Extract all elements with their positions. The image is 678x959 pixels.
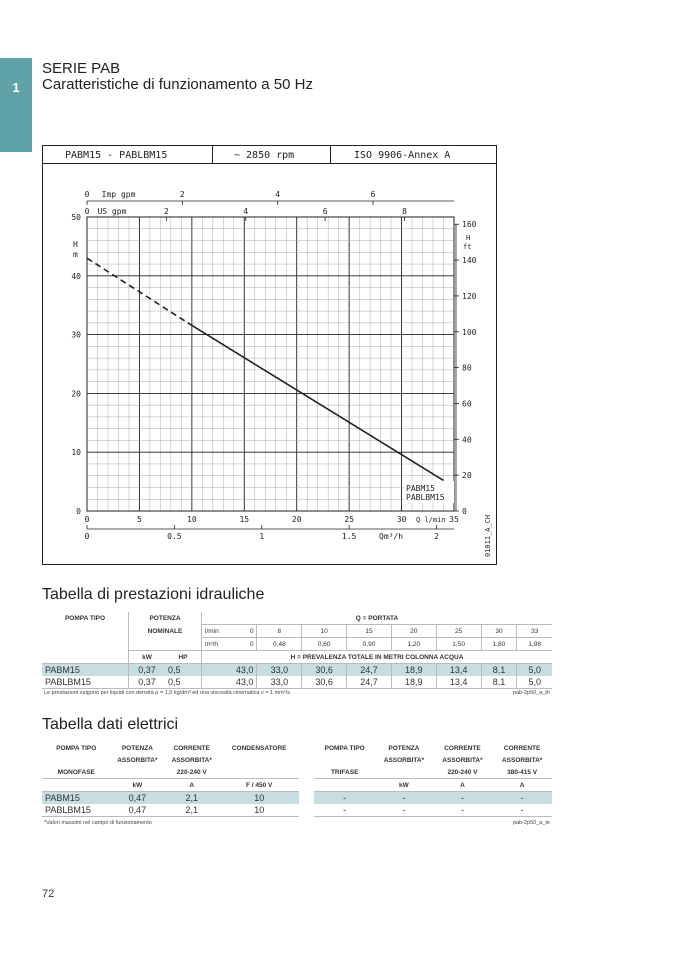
h-corrente-tri-2: CORRENTE	[503, 744, 541, 752]
lmin-value: 33	[517, 625, 552, 638]
m3h-value: 0,60	[302, 638, 347, 651]
m3h-value: 0,48	[257, 638, 302, 651]
h-monofase: MONOFASE	[57, 768, 95, 776]
m3h-value: 1,20	[391, 638, 436, 651]
row-capacitor: 10	[219, 804, 299, 817]
h-nominale: NOMINALE	[129, 625, 202, 638]
imp-tick-label: 4	[275, 190, 281, 199]
electrical-note: *Valori massimi nel campo di funzionamento	[44, 820, 152, 826]
right-tick-label: 20	[462, 471, 472, 481]
left-tick-label: 30	[71, 330, 81, 340]
row-head-value: 18,9	[391, 664, 436, 677]
row-head-value: 33,0	[257, 664, 302, 677]
right-tick-label: 0	[462, 507, 467, 516]
imp-tick-label: 2	[179, 190, 185, 199]
electrical-table-title: Tabella dati elettrici	[42, 716, 179, 733]
performance-chart	[42, 145, 497, 565]
page-number: 72	[42, 888, 55, 900]
right-axis-label-h: H	[466, 234, 471, 242]
unit-f: F / 450 V	[219, 779, 299, 792]
row-head-value: 8,1	[481, 664, 517, 677]
left-tick-label: 0	[76, 507, 81, 516]
chart-header-standard: ISO 9906-Annex A	[354, 150, 451, 161]
m3h-value: 0	[238, 638, 256, 651]
h-portata: Q = PORTATA	[355, 614, 399, 622]
right-tick-label: 80	[462, 363, 472, 373]
curve-label-pabm15: PABM15	[406, 484, 435, 493]
row-tri-value: -	[375, 792, 432, 805]
unit-kw: kW	[111, 779, 165, 792]
bottom-tick-label: 20	[291, 515, 302, 524]
left-tick-label: 10	[71, 448, 81, 458]
row-tri-value: -	[433, 792, 493, 805]
h-voltage-220: 220-240 V	[447, 768, 478, 776]
row-hp: 0,5	[165, 676, 202, 689]
h-corrente-tri-1: CORRENTE	[444, 744, 481, 752]
bottom-tick-label: 10	[187, 515, 197, 524]
right-axis-label-ft: ft	[463, 243, 472, 251]
h-assorbita: ASSORBITA*	[117, 756, 158, 764]
h-potenza-mono: POTENZA	[121, 744, 153, 752]
unit-a: A	[164, 779, 219, 792]
h-prevalenza: H = PREVALENZA TOTALE IN METRI COLONNA ACQUA	[202, 651, 553, 664]
row-tri-value: -	[492, 792, 552, 805]
bottom-tick-label: 35	[449, 515, 459, 524]
unit-kw: kW	[129, 651, 166, 664]
row-tri-value: -	[433, 804, 493, 817]
us-tick-label: 0	[84, 207, 90, 216]
electrical-code: pab-2p50_a_te	[512, 820, 550, 826]
lmin-value: 20	[391, 625, 436, 638]
lmin-value: 10	[302, 625, 347, 638]
m3h-value: 1,98	[517, 638, 552, 651]
row-head-value: 18,9	[391, 676, 436, 689]
h-assorbita: ASSORBITA*	[171, 756, 212, 764]
table-row	[42, 804, 552, 817]
bottom-tick-label: 5	[137, 515, 142, 524]
row-kw: 0,37	[129, 676, 166, 689]
section-tab	[0, 58, 32, 152]
page-subtitle: Caratteristiche di funzionamento a 50 Hz	[42, 76, 313, 93]
us-tick-label: 4	[243, 207, 249, 216]
bottom-tick-label: 15	[239, 515, 250, 524]
left-axis-label-m: m	[73, 250, 78, 259]
row-pump-name: PABM15	[42, 664, 129, 677]
row-tri-value: -	[492, 804, 552, 817]
row-kw: 0,37	[129, 664, 166, 677]
table-row	[42, 676, 552, 689]
m3h-tick-label: 2	[434, 532, 439, 541]
m3h-value: 0,90	[347, 638, 392, 651]
row-head-value: 43,0	[202, 664, 257, 677]
right-tick-label: 100	[462, 327, 477, 337]
lmin-value: 15	[347, 625, 392, 638]
row-current: 2,1	[164, 792, 219, 805]
m3h-value: 1,50	[436, 638, 481, 651]
left-axis-label-h: H	[73, 240, 78, 249]
row-head-value: 43,0	[202, 676, 257, 689]
row-kw: 0,47	[111, 792, 165, 805]
row-head-value: 24,7	[347, 676, 392, 689]
hydraulic-table	[42, 612, 552, 689]
row-hp: 0,5	[165, 664, 202, 677]
row-pump-name: PABM15	[42, 792, 111, 805]
unit-kw: kW	[375, 779, 432, 792]
left-tick-label: 20	[71, 389, 81, 399]
table-row	[42, 792, 552, 805]
row-head-value: 30,6	[302, 664, 347, 677]
row-head-value: 5,0	[517, 676, 552, 689]
chart-header-speed: ~ 2850 rpm	[234, 150, 295, 161]
unit-a: A	[433, 779, 493, 792]
h-condensatore: CONDENSATORE	[231, 744, 287, 752]
imp-tick-label: 6	[370, 190, 376, 199]
row-head-value: 5,0	[517, 664, 552, 677]
row-tri-value: -	[314, 792, 375, 805]
bottom-tick-label: 25	[344, 515, 354, 524]
m3h-axis-unit: Qm³/h	[379, 532, 404, 541]
right-tick-label: 160	[462, 220, 477, 230]
hydraulic-code: pab-2p50_a_th	[512, 690, 550, 696]
bottom-tick-label: 30	[396, 515, 407, 524]
m3h-tick-label: 1	[259, 532, 265, 541]
chart-code: 01011_A_CH	[484, 514, 492, 557]
h-pompa-tipo: POMPA TIPO	[42, 612, 129, 625]
unit-hp: HP	[165, 651, 202, 664]
row-head-value: 8,1	[481, 676, 517, 689]
h-corrente-mono: CORRENTE	[173, 744, 210, 752]
h-pompa-tipo-tri: POMPA TIPO	[324, 744, 365, 752]
table-row	[42, 664, 552, 677]
curve-label-pablbm15: PABLBM15	[406, 493, 445, 502]
chart-header-model: PABM15 - PABLBM15	[65, 150, 168, 161]
row-current: 2,1	[164, 804, 219, 817]
h-assorbita: ASSORBITA*	[383, 756, 425, 764]
lmin-value: 0	[238, 625, 256, 638]
m3h-tick-label: 1.5	[341, 532, 357, 541]
us-tick-label: 2	[163, 207, 169, 216]
h-assorbita: ASSORBITA*	[501, 756, 543, 764]
imp-gpm-label: Imp gpm	[101, 190, 136, 199]
row-pump-name: PABLBM15	[42, 676, 129, 689]
row-head-value: 24,7	[347, 664, 392, 677]
section-number: 1	[12, 80, 20, 95]
us-gpm-label: US gpm	[97, 207, 127, 216]
right-tick-label: 40	[462, 435, 472, 445]
hydraulic-note: Le prestazioni valgono per liquidi con densità ρ = 1,0 kg/dm³ ed una viscosità cinematica ν = 1 mm²/s.	[44, 690, 292, 696]
h-pompa-tipo-mono: POMPA TIPO	[56, 744, 97, 752]
series-title: SERIE PAB	[42, 60, 121, 77]
m3h-value: 1,80	[481, 638, 517, 651]
right-tick-label: 140	[462, 256, 477, 266]
h-voltage-380: 380-415 V	[507, 768, 538, 776]
right-tick-label: 60	[462, 399, 472, 409]
bottom-axis-unit: Q l/min	[416, 516, 446, 524]
unit-lmin: l/min	[202, 625, 239, 638]
row-head-value: 13,4	[436, 664, 481, 677]
h-trifase: TRIFASE	[330, 768, 359, 776]
unit-m3h: m³/h	[202, 638, 239, 651]
imp-tick-label: 0	[84, 190, 90, 199]
row-head-value: 13,4	[436, 676, 481, 689]
row-kw: 0,47	[111, 804, 165, 817]
right-tick-label: 120	[462, 291, 477, 301]
row-capacitor: 10	[219, 792, 299, 805]
h-voltage-220: 220-240 V	[176, 768, 207, 776]
us-tick-label: 6	[322, 207, 328, 216]
row-head-value: 33,0	[257, 676, 302, 689]
m3h-tick-label: 0.5	[167, 532, 182, 541]
row-tri-value: -	[314, 804, 375, 817]
h-potenza-tri: POTENZA	[388, 744, 420, 752]
lmin-value: 8	[257, 625, 302, 638]
us-tick-label: 8	[402, 207, 407, 216]
row-pump-name: PABLBM15	[42, 804, 111, 817]
row-tri-value: -	[375, 804, 432, 817]
h-potenza: POTENZA	[129, 612, 202, 625]
row-head-value: 30,6	[302, 676, 347, 689]
lmin-value: 30	[481, 625, 517, 638]
electrical-table	[42, 742, 552, 817]
lmin-value: 25	[436, 625, 481, 638]
unit-a: A	[492, 779, 552, 792]
left-tick-label: 50	[71, 213, 81, 222]
h-assorbita: ASSORBITA*	[442, 756, 483, 764]
m3h-tick-label: 0	[84, 532, 90, 541]
hydraulic-table-title: Tabella di prestazioni idrauliche	[42, 586, 265, 603]
left-tick-label: 40	[71, 271, 81, 281]
bottom-tick-label: 0	[84, 515, 90, 524]
